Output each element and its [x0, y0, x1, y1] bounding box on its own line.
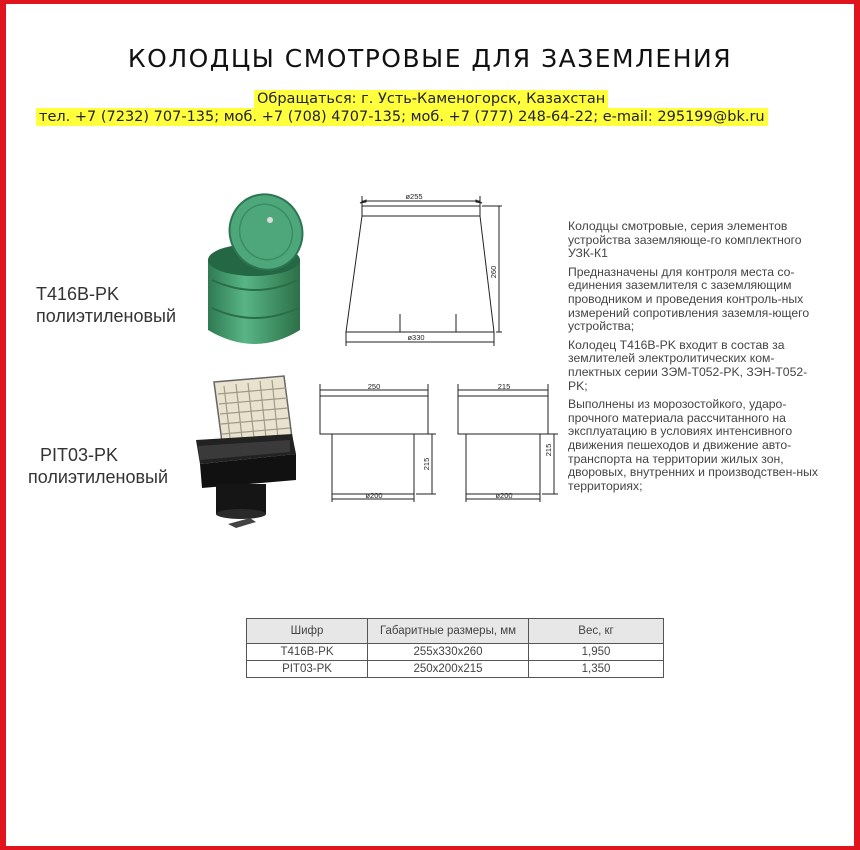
table-cell: 250x200x215 — [368, 661, 529, 678]
table-header: Шифр — [247, 619, 368, 644]
product-label-t416 — [36, 283, 176, 327]
table-header: Вес, кг — [529, 619, 664, 644]
dim-height-2: 215 — [422, 457, 431, 471]
frame-right — [854, 0, 860, 850]
table-header-row — [247, 619, 664, 644]
drawing-pit03-side — [452, 380, 562, 510]
table-cell: 255x330x260 — [368, 644, 529, 661]
dim-height-3: 215 — [544, 443, 553, 457]
pit03-box-image — [192, 372, 298, 532]
dim-height-1: 260 — [489, 265, 498, 279]
drawing-pit03-front — [312, 380, 442, 510]
page-title: КОЛОДЦЫ СМОТРОВЫЕ ДЛЯ ЗАЗЕМЛЕНИЯ — [127, 44, 733, 73]
description-p4: Выполнены из морозостойкого, ударо-прочного материала рассчитанного на эксплуатацию в условиях интенсивного движения пешеходов и движение авто-транспорта на территории жилых зон, дворовых, внутренних и производствен-ных территориях; — [568, 397, 818, 493]
contact-address: Обращаться: г. Усть-Каменогорск, Казахстан — [254, 90, 608, 108]
description-p1: Колодцы смотровые, серия элементов устройства заземляюще-го комплектного УЗК-К1 — [568, 219, 802, 261]
frame-bottom — [0, 846, 860, 850]
product-label-pit03 — [28, 444, 168, 488]
dim-top-2: 250 — [367, 382, 381, 391]
description-p2: Предназначены для контроля места со-единения заземлителя с заземляющим проводником и проведения контроль-ных измерений сопротивления заземля-ющего устройства; — [568, 264, 810, 334]
product-material: полиэтиленовый — [28, 467, 169, 487]
description — [568, 220, 818, 498]
product-name: T416B-PK — [36, 284, 120, 304]
table-cell: 1,350 — [529, 661, 664, 678]
spec-table — [246, 618, 664, 678]
table-cell: 1,950 — [529, 644, 664, 661]
frame-top — [0, 0, 860, 4]
table-header: Габаритные размеры, мм — [368, 619, 529, 644]
table-cell: T416B-PK — [247, 644, 368, 661]
drawing-t416 — [336, 192, 506, 352]
dim-top-1: ø255 — [405, 192, 423, 201]
dim-top-3: 215 — [497, 382, 511, 391]
t416-well-image — [200, 190, 310, 350]
dim-bottom-2: ø200 — [365, 491, 383, 500]
frame-left — [0, 0, 6, 850]
product-material: полиэтиленовый — [36, 306, 177, 326]
contact-phones: тел. +7 (7232) 707-135; моб. +7 (708) 4707-135; моб. +7 (777) 248-64-22; e-mail: 295199@bk.ru — [36, 108, 768, 126]
dim-bottom-1: ø330 — [407, 333, 425, 342]
table-row — [247, 661, 664, 678]
product-name: PIT03-PK — [40, 445, 119, 465]
table-row — [247, 644, 664, 661]
table-cell: PIT03-PK — [247, 661, 368, 678]
description-p3: Колодец T416B-PK входит в состав за землителей электролитических ком-плектных серии ЗЭМ-Т052-PK, ЗЭН-Т052-PK; — [568, 337, 808, 393]
dim-bottom-3: ø200 — [495, 491, 513, 500]
